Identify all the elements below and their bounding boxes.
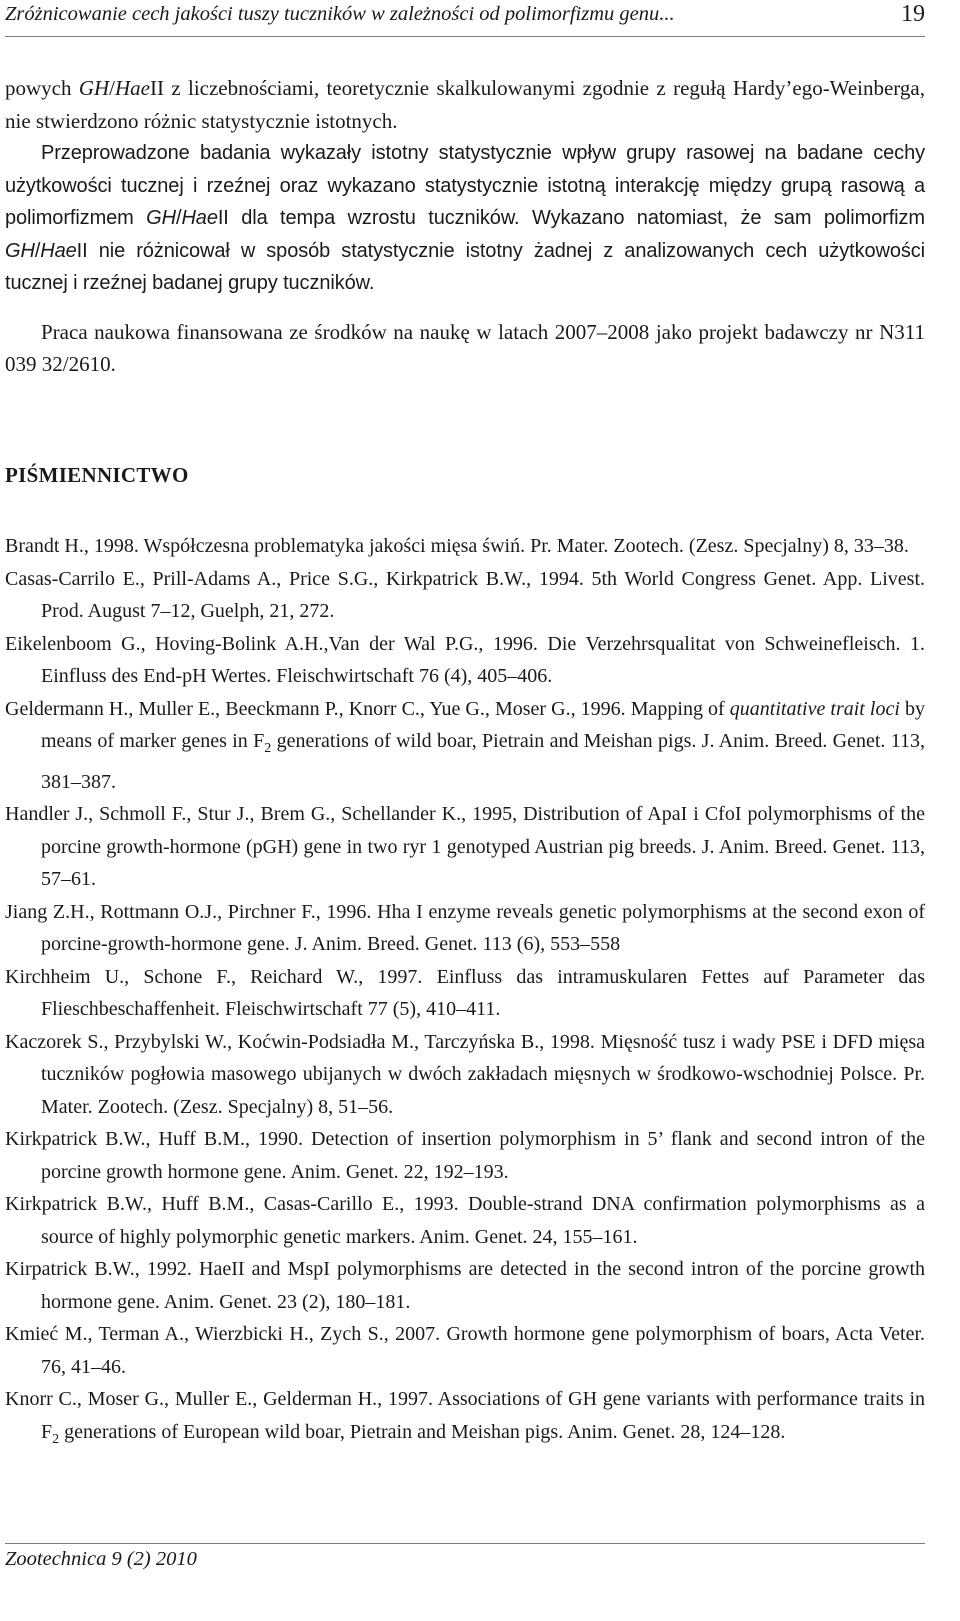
text-run: powych [5,76,79,100]
reference-item [5,1383,925,1456]
paragraph-2 [5,137,925,300]
paragraph-funding: Praca naukowa finansowana ze środków na naukę w latach 2007–2008 jako projekt badawczy nr N311 039 32/2610. [5,319,925,376]
page-number: 19 [901,1,925,27]
text-run: / [175,207,182,229]
enzyme-name: Hae [40,239,77,262]
reference-item [5,1253,925,1318]
body-text [5,72,925,381]
reference-text: generations of European wild boar, Pietrain and Meishan pigs. Anim. Genet. 28, 124–128. [59,1420,786,1443]
text-run: / [109,76,116,100]
reference-item [5,1188,925,1253]
running-header [5,0,925,37]
subscript: 2 [264,741,272,756]
footer [5,1543,925,1570]
reference-text: Kmieć M., Terman A., Wierzbicki H., Zych S., 2007. Growth hormone gene polymorphism of boars, Acta Veter. 76, 41–46. [5,1323,925,1378]
text-run: II nie różnicował w sposób statystycznie istotny żadnej z analizowanych cech użytkowości tucznej i rzeźnej badanej grupy tuczników. [5,239,925,294]
reference-text: generations of wild boar, Pietrain and Meishan pigs. J. Anim. Breed. Genet. 113, 381–387. [41,730,925,793]
reference-text: Casas-Carrilo E., Prill-Adams A., Price S.G., Kirkpatrick B.W., 1994. 5th World Congress Genet. App. Livest. Prod. August 7–12, Guelph, 21, 272. [5,567,925,622]
reference-text: Brandt H., 1998. Współczesna problematyka jakości mięsa świń. Pr. Mater. Zootech. (Zesz. Specjalny) 8, 33–38. [5,535,909,557]
enzyme-name: Hae [181,207,218,229]
reference-text: Jiang Z.H., Rottmann O.J., Pirchner F., 1996. Hha I enzyme reveals genetic polymorphisms at the second exon of porcine-growth-hormone gene. J. Anim. Breed. Genet. 113 (6), 553–558 [5,900,925,955]
gene-name: GH [5,239,35,262]
text-run: II dla tempa wzrostu tuczników. Wykazano natomiast, że sam polimorfizm [217,207,925,229]
reference-item [5,628,925,693]
reference-text: Knorr C., Moser G., Muller E., Gelderman H., 1997. Associations of GH gene variants with performance traits in F [5,1388,925,1443]
reference-list [5,530,925,1456]
reference-text: Kaczorek S., Przybylski W., Koćwin-Podsiadła M., Tarczyńska B., 1998. Mięsność tusz i wady PSE i DFD mięsa tuczników pogłowia masowego ubijanych w dwóch zakładach mięsnych w środkowo-wschodniej Polsce. Pr. Mater. Zootech. (Zesz. Specjalny) 8, 51–56. [5,1030,925,1118]
running-title: Zróżnicowanie cech jakości tuszy tuczników w zależności od polimorfizmu genu... [5,3,675,25]
reference-text: Kirkpatrick B.W., Huff B.M., 1990. Detection of insertion polymorphism in 5’ flank and second intron of the porcine growth hormone gene. Anim. Genet. 22, 192–193. [5,1128,925,1183]
reference-item [5,1318,925,1383]
paragraph-1 [5,72,925,137]
enzyme-name: Hae [115,76,151,100]
reference-text: by means of marker genes in F [41,697,926,752]
reference-text: Geldermann H., Muller E., Beeckmann P., Knorr C., Yue G., Moser G., 1996. Mapping of [5,697,730,720]
gene-name: GH [146,207,176,229]
reference-text: Kirpatrick B.W., 1992. HaeII and MspI polymorphisms are detected in the second intron of the porcine growth hormone gene. Anim. Genet. 23 (2), 180–181. [5,1258,925,1313]
reference-item [5,530,925,563]
reference-item [5,1026,925,1124]
page [5,0,925,1621]
reference-text: Kirkpatrick B.W., Huff B.M., Casas-Carillo E., 1993. Double-strand DNA confirmation polymorphisms as a source of highly polymorphic genetic markers. Anim. Genet. 24, 155–161. [5,1193,925,1248]
gene-name: GH [78,76,110,100]
reference-text: Kirchheim U., Schone F., Reichard W., 1997. Einfluss das intramuskularen Fettes auf Parameter das Flieschbeschaffenheit. Fleischwirtschaft 77 (5), 410–411. [5,965,925,1020]
reference-text: Handler J., Schmoll F., Stur J., Brem G., Schellander K., 1995, Distribution of ApaI i CfoI polymorphisms of the porcine growth-hormone (pGH) gene in two ryr 1 genotyped Austrian pig breeds. J. Anim. Breed. Genet. 113, 57–61. [5,803,925,890]
references-heading: PIŚMIENNICTWO [5,463,189,487]
reference-item [5,693,925,799]
reference-item [5,1123,925,1188]
text-run: / [34,239,41,262]
reference-text: Eikelenboom G., Hoving-Bolink A.H.,Van der Wal P.G., 1996. Die Verzehrsqualitat von Schweinefleisch. 1. Einfluss des End-pH Wertes. Fleischwirtschaft 76 (4), 405–406. [5,632,925,687]
text-run: Przeprowadzone badania wykazały istotny statystycznie wpływ grupy rasowej na badane cechy użytkowości tucznej i rzeźnej oraz wykazano statystycznie istotną interakcję między grupą rasową a polimorfizmem [5,142,925,229]
reference-item [5,563,925,628]
reference-item [5,961,925,1026]
journal-citation: Zootechnica 9 (2) 2010 [5,1548,197,1570]
reference-italic: quantitative trait loci [729,697,900,720]
reference-item [5,896,925,961]
text-run: II z liczebnościami, teoretycznie skalkulowanymi zgodnie z regułą Hardy’ego-Weinberga, nie stwierdzono różnic statystycznie istotnych. [5,76,925,133]
subscript: 2 [52,1431,60,1447]
reference-item [5,798,925,896]
